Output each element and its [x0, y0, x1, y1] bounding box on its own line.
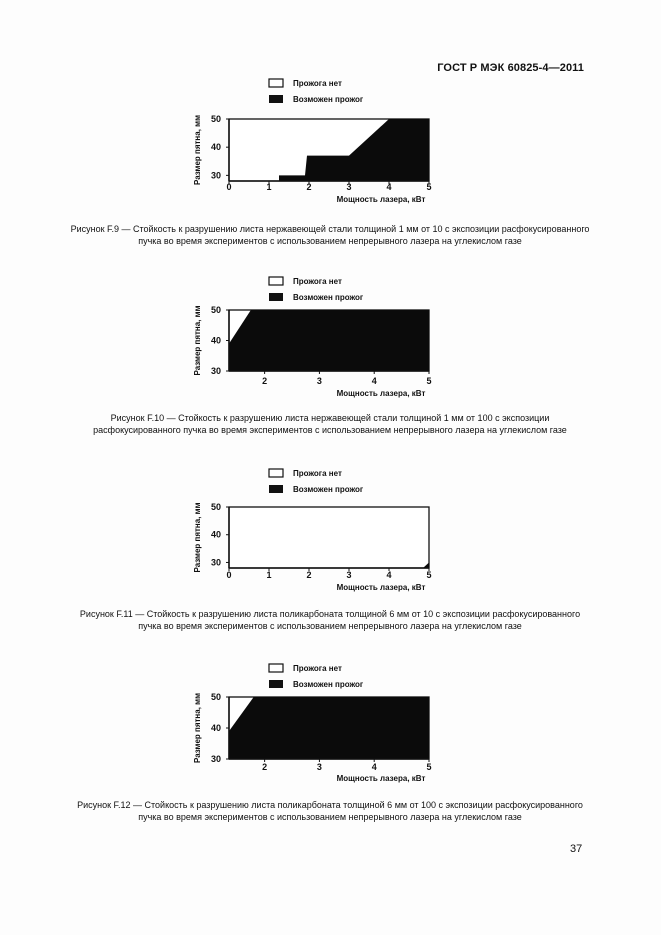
- x-axis-label: Мощность лазера, кВт: [336, 195, 426, 204]
- y-tick-label: 40: [210, 142, 221, 153]
- figure-caption-f11: Рисунок F.11 — Стойкость к разрушению листа поликарбоната толщиной 6 мм от 10 с экспозиции расфокусированного пучка во время экспериментов с использованием непрерывного лазера на углекислом газе: [79, 609, 581, 631]
- y-tick-label: 50: [210, 114, 221, 124]
- legend-label-burn: Возможен прожог: [293, 95, 364, 104]
- y-axis-label: Размер пятна, мм: [193, 114, 202, 186]
- x-axis-label: Мощность лазера, кВт: [336, 389, 426, 398]
- x-tick-label: 3: [346, 182, 352, 192]
- legend-label-no-burn: Прожога нет: [293, 664, 342, 673]
- y-tick-label: 30: [210, 754, 221, 764]
- x-tick-label: 2: [262, 762, 268, 772]
- figure-caption-f9: Рисунок F.9 — Стойкость к разрушению листа нержавеющей стали толщиной 1 мм от 10 с экспозиции расфокусированного пучка во время экспериментов с использованием непрерывного лазера на углекислом газе: [70, 224, 590, 246]
- y-tick-label: 40: [210, 723, 221, 733]
- legend-label-burn: Возможен прожог: [293, 293, 364, 302]
- y-tick-label: 50: [210, 692, 221, 702]
- legend-swatch-no-burn: [269, 664, 283, 672]
- x-tick-label: 0: [226, 182, 232, 192]
- figure-caption-f12: Рисунок F.12 — Стойкость к разрушению листа поликарбоната толщиной 6 мм от 100 с экспозиции расфокусированного пучка во время экспериментов с использованием непрерывного лазера на углекислом газе: [77, 800, 583, 822]
- x-tick-label: 0: [226, 570, 232, 580]
- y-axis-label: Размер пятна, мм: [193, 692, 202, 764]
- legend-label-no-burn: Прожога нет: [293, 79, 342, 88]
- x-axis-label: Мощность лазера, кВт: [336, 774, 426, 783]
- y-tick-label: 50: [210, 305, 221, 315]
- x-tick-label: 3: [346, 570, 352, 580]
- x-tick-label: 2: [262, 376, 268, 386]
- x-axis-label: Мощность лазера, кВт: [336, 583, 426, 592]
- x-tick-label: 4: [386, 182, 392, 192]
- x-tick-label: 4: [371, 376, 377, 386]
- x-tick-label: 2: [306, 570, 312, 580]
- x-tick-label: 5: [426, 762, 432, 772]
- y-tick-label: 40: [210, 335, 221, 346]
- figure-caption-f10: Рисунок F.10 — Стойкость к разрушению листа нержавеющей стали толщиной 1 мм от 100 с экспозиции расфокусированного пучка во время экспериментов с использованием непрерывного лазера на углекислом газе: [93, 413, 567, 435]
- y-tick-label: 30: [210, 557, 221, 568]
- x-tick-label: 3: [316, 376, 322, 386]
- x-tick-label: 2: [306, 182, 312, 192]
- y-tick-label: 50: [210, 502, 221, 512]
- y-axis-label: Размер пятна, мм: [193, 305, 202, 376]
- x-tick-label: 5: [426, 182, 432, 192]
- y-tick-label: 40: [210, 529, 221, 540]
- y-tick-label: 30: [210, 170, 221, 181]
- legend-label-burn: Возможен прожог: [293, 485, 364, 494]
- y-tick-label: 30: [210, 366, 221, 376]
- x-tick-label: 4: [371, 762, 377, 772]
- x-tick-label: 4: [386, 570, 392, 580]
- x-tick-label: 1: [266, 182, 272, 192]
- x-tick-label: 3: [316, 762, 322, 772]
- x-tick-label: 1: [266, 570, 272, 580]
- legend-label-no-burn: Прожога нет: [293, 277, 342, 286]
- burn-region-0: [229, 697, 429, 759]
- legend-label-no-burn: Прожога нет: [293, 469, 342, 478]
- y-axis-label: Размер пятна, мм: [193, 502, 202, 573]
- legend-label-burn: Возможен прожог: [293, 680, 364, 689]
- page-number: 37: [570, 843, 583, 855]
- x-tick-label: 5: [426, 376, 432, 386]
- legend-swatch-burn: [269, 680, 283, 688]
- x-tick-label: 5: [426, 570, 432, 580]
- document-header: ГОСТ Р МЭК 60825-4—2011: [437, 62, 584, 74]
